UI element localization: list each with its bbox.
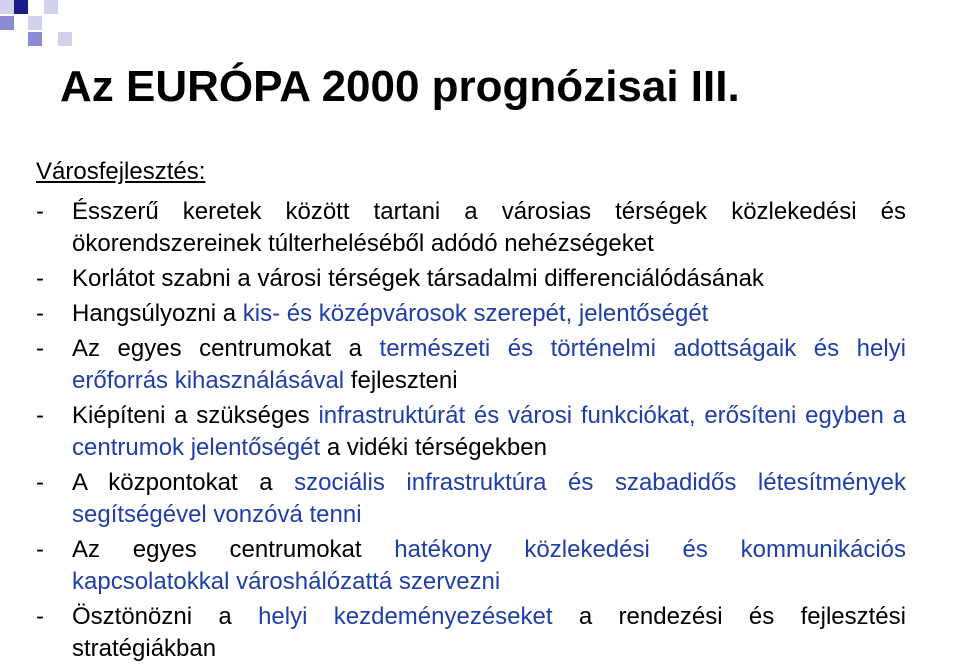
item-text: A központokat a — [72, 469, 295, 496]
list-item — [36, 601, 906, 665]
deco-square — [44, 0, 58, 14]
deco-square — [0, 0, 14, 14]
item-text: Az egyes centrumokat — [72, 536, 395, 563]
bullet-dash: - — [36, 402, 44, 429]
list-item — [36, 298, 906, 330]
list-item — [36, 534, 906, 598]
deco-square — [58, 32, 72, 46]
list-item — [36, 263, 906, 295]
deco-square — [28, 32, 42, 46]
item-text: Kiépíteni a szükséges — [72, 402, 319, 429]
bullet-dash: - — [36, 300, 44, 327]
page-title: Az EURÓPA 2000 prognózisai III. — [60, 62, 740, 111]
decorative-squares — [0, 0, 80, 60]
deco-square — [28, 16, 42, 30]
bullet-dash: - — [36, 335, 44, 362]
highlighted-text: kis- és középvárosok szerepét, jelentőségét — [242, 300, 709, 327]
item-text: fejleszteni — [344, 367, 458, 394]
bullet-dash: - — [36, 603, 44, 630]
item-text: a vidéki térségekben — [320, 434, 547, 461]
list-item — [36, 333, 906, 397]
bullet-dash: - — [36, 469, 44, 496]
bullet-list — [36, 196, 906, 668]
highlighted-text: helyi kezdeményezéseket — [258, 603, 553, 630]
highlighted-text: szociális infrastruktúra és szabadidős létesítmények segítségével vonzóvá tenni — [72, 469, 906, 528]
item-text: Korlátot szabni a városi térségek társadalmi differenciálódásának — [72, 265, 764, 292]
item-text: Ésszerű keretek között tartani a városias térségek közlekedési és ökorendszereinek túlterheléséből adódó nehézségeket — [72, 198, 906, 257]
highlighted-text: természeti és történelmi adottságaik és helyi erőforrás kihasználásával — [72, 335, 906, 394]
item-text: Ösztönözni a — [72, 603, 259, 630]
section-heading: Városfejlesztés: — [36, 158, 206, 185]
deco-square — [0, 16, 14, 30]
list-item — [36, 196, 906, 260]
list-item — [36, 400, 906, 464]
highlighted-text: hatékony közlekedési és kommunikációs kapcsolatokkal városhálózattá szervezni — [72, 536, 906, 595]
highlighted-text: infrastruktúrát és városi funkciókat, erősíteni egyben a centrumok jelentőségét — [72, 402, 906, 461]
bullet-dash: - — [36, 198, 44, 225]
bullet-dash: - — [36, 536, 44, 563]
list-item — [36, 467, 906, 531]
deco-square — [14, 0, 28, 14]
item-text: Az egyes centrumokat a — [72, 335, 380, 362]
item-text: Hangsúlyozni a — [72, 300, 243, 327]
item-text: a rendezési és fejlesztési stratégiákban — [72, 603, 906, 662]
bullet-dash: - — [36, 265, 44, 292]
